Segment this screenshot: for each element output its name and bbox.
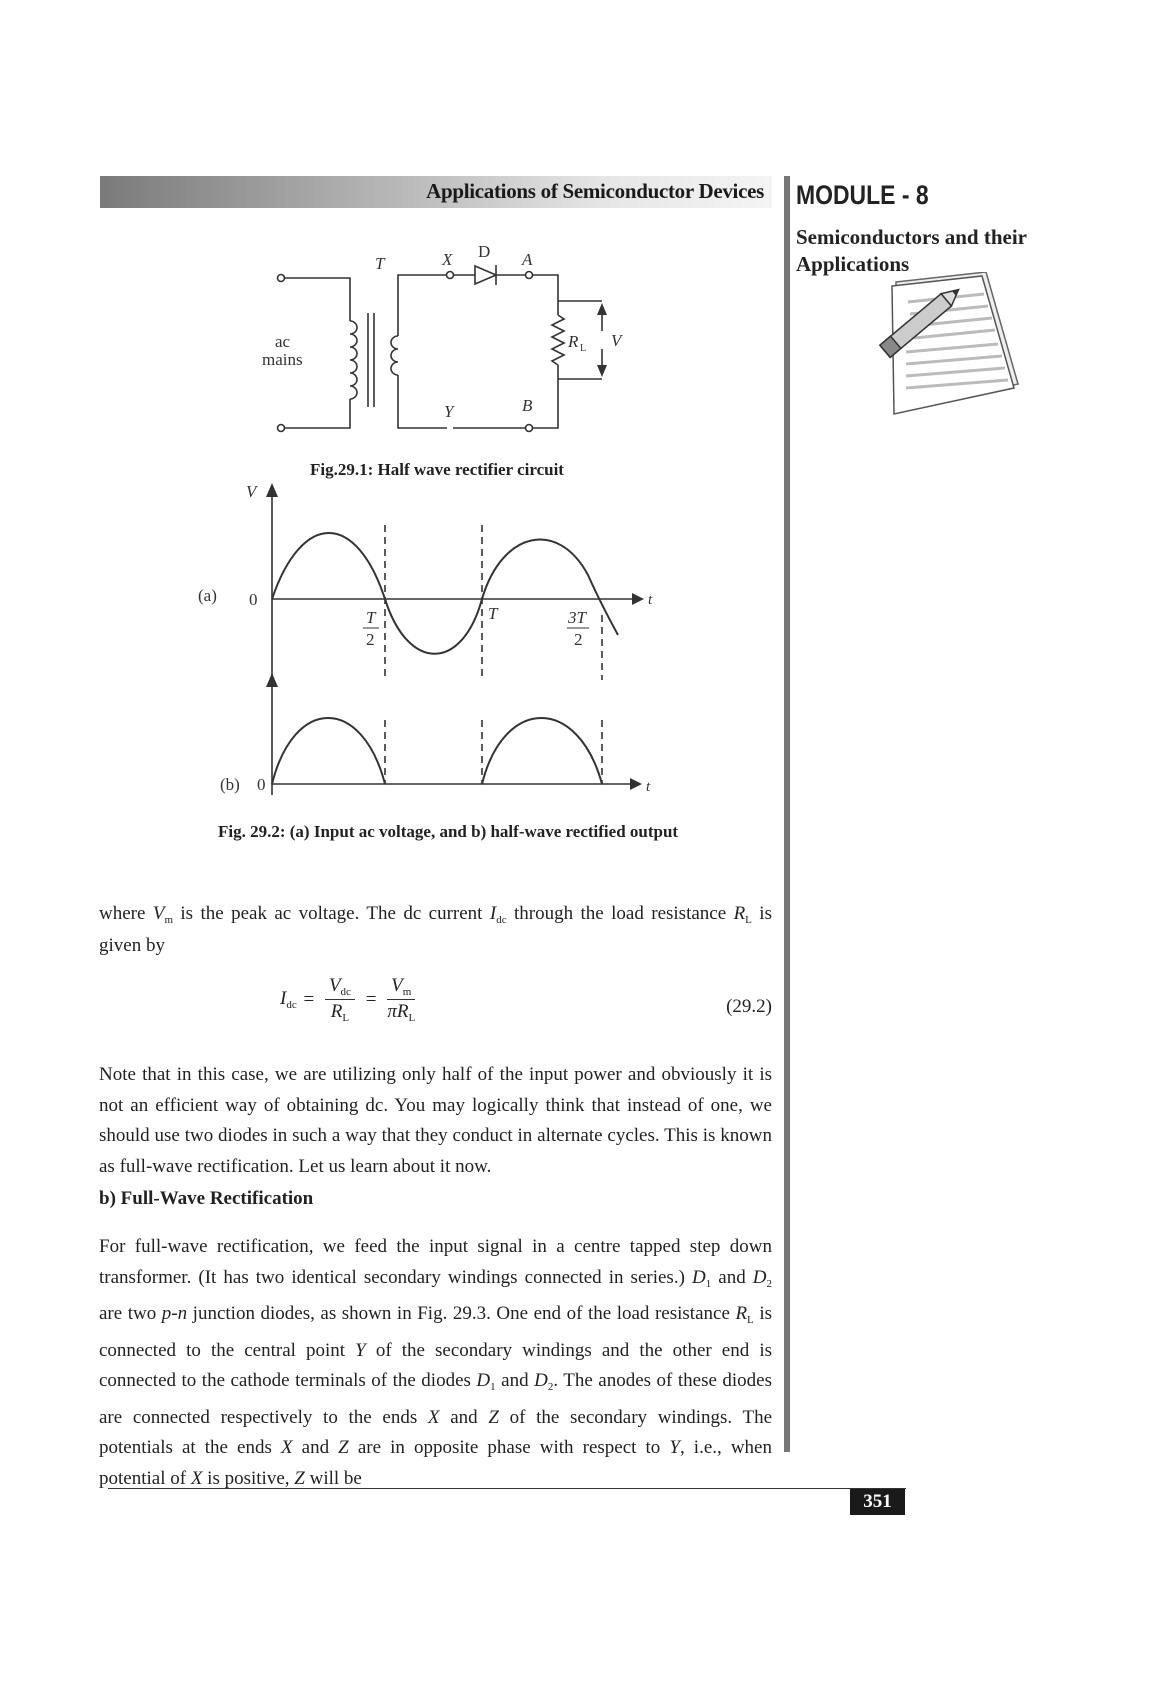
subscript: 1 [490, 1381, 496, 1393]
t-axis-label: t [648, 592, 653, 608]
text: and [439, 1406, 489, 1428]
symbol-z: Z [488, 1406, 499, 1428]
symbol-r: R [735, 1303, 748, 1324]
label-load: R [568, 332, 579, 351]
label-transformer: T [375, 254, 385, 273]
eq-lhs: I [280, 988, 287, 1009]
label-a: A [522, 250, 533, 269]
symbol-d: D [534, 1370, 548, 1391]
frac-den: πR [387, 1001, 409, 1022]
zero-a-label: 0 [249, 590, 258, 609]
text: are in opposite phase with respect to [348, 1437, 670, 1458]
t-full-label: T [488, 604, 498, 623]
subscript: m [164, 914, 173, 926]
page-number: 351 [850, 1489, 905, 1515]
subscript: L [745, 914, 752, 926]
text: is given by [99, 903, 772, 956]
fraction-vm-pirl [387, 975, 415, 1024]
symbol-z: Z [294, 1467, 305, 1489]
text: of the secondary windings and the other end is connected to the cathode terminals of the diodes [99, 1339, 772, 1391]
margin-rule [784, 176, 790, 1452]
text: and [711, 1266, 753, 1288]
footer-rule [108, 1488, 906, 1489]
t-half-den: 2 [366, 630, 375, 649]
t-3half-den: 2 [574, 630, 583, 649]
section-heading: b) Full-Wave Rectification [99, 1188, 314, 1209]
fig1-caption: Fig.29.1: Half wave rectifier circuit [310, 460, 564, 479]
t-axis-label-b: t [646, 779, 651, 795]
panel-b-label: (b) [220, 775, 240, 794]
module-label: MODULE - 8 [796, 180, 929, 210]
fraction-vdc-rl [325, 975, 355, 1024]
label-mains: mains [262, 350, 303, 369]
half-wave-rectifier-circuit [250, 235, 650, 435]
text: , i.e., when potential of [99, 1437, 772, 1489]
text: will be [304, 1467, 362, 1489]
frac-den-sub: L [342, 1012, 350, 1024]
text: is the peak ac voltage. The dc current [173, 903, 490, 924]
frac-num: V [391, 975, 403, 996]
text: of the secondary windings. The potentials at the ends [99, 1406, 773, 1458]
text: . The anodes of these diodes are connected respectively to the ends [99, 1370, 772, 1428]
text: through the load resistance [506, 903, 734, 924]
text: are two [99, 1303, 162, 1324]
equation-29-2 [280, 975, 419, 1024]
symbol-r: R [733, 903, 746, 924]
text: is connected to the central point [99, 1303, 772, 1361]
text: and [292, 1437, 339, 1458]
symbol-d: D [691, 1266, 706, 1288]
text: where [99, 903, 153, 924]
eq-lhs-sub: dc [286, 999, 297, 1011]
subscript: dc [496, 914, 507, 926]
text: For full-wave rectification, we feed the input signal in a centre tapped step down transformer. (It has two identical secondary windings connected in series.) [99, 1236, 772, 1288]
rectifier-waveforms [190, 475, 670, 805]
subscript: 2 [766, 1277, 772, 1290]
zero-b-label: 0 [257, 775, 266, 794]
label-ac: ac [275, 332, 291, 351]
text: is positive, [202, 1467, 295, 1489]
frac-den-sub: L [408, 1012, 416, 1024]
eq-equals: = [303, 988, 315, 1010]
paragraph-peak-voltage [99, 901, 772, 959]
module-subtitle [796, 224, 1036, 278]
header-bar [100, 176, 772, 208]
symbol-pn: p-n [161, 1303, 188, 1324]
subscript: L [747, 1314, 754, 1326]
symbol-d: D [752, 1266, 767, 1288]
symbol-z: Z [338, 1437, 349, 1458]
symbol-v: V [152, 903, 165, 924]
t-half-num: T [366, 608, 376, 627]
label-diode: D [478, 242, 491, 261]
paragraph-note: Note that in this case, we are utilizing only half of the input power and obviously it is not an efficient way of obtaining dc. You may logically think that instead of one, we should use two diodes in such a way that they conduct in alternate cycles. This is known as full-wave rectification. Let us learn about it now. [99, 1064, 772, 1177]
symbol-x: X [427, 1406, 440, 1428]
eq-equals: = [365, 988, 377, 1010]
symbol-x: X [280, 1437, 293, 1458]
label-x: X [442, 250, 453, 269]
frac-num: V [328, 975, 341, 996]
fig2-caption: Fig. 29.2: (a) Input ac voltage, and b) half-wave rectified output [218, 822, 679, 841]
subscript: 2 [547, 1381, 554, 1393]
panel-a-label: (a) [198, 586, 217, 605]
text: and [495, 1370, 535, 1391]
frac-num-sub: dc [340, 986, 351, 998]
v-axis-label: V [246, 482, 257, 501]
equation-number: (29.2) [726, 996, 772, 1017]
module-subtitle-line2: Applications [796, 252, 910, 276]
label-load-sub: L [580, 343, 587, 354]
label-voltage: V [611, 331, 622, 350]
module-subtitle-line1: Semiconductors and their [796, 225, 1027, 249]
text: junction diodes, as shown in Fig. 29.3. One end of the load resistance [187, 1303, 736, 1324]
frac-den: R [330, 1001, 343, 1022]
symbol-y: Y [355, 1339, 366, 1361]
subscript: 1 [705, 1277, 712, 1290]
notepad-pencil-icon [868, 272, 1028, 422]
header-title: Applications of Semiconductor Devices [426, 179, 764, 203]
frac-num-sub: m [402, 986, 412, 998]
symbol-d: D [476, 1370, 491, 1391]
symbol-x: X [190, 1467, 203, 1489]
label-y: Y [444, 402, 454, 421]
label-b: B [522, 396, 533, 415]
symbol-i: I [489, 903, 497, 924]
symbol-y: Y [669, 1437, 680, 1458]
paragraph-full-wave [99, 1232, 772, 1494]
t-3half-num: 3T [568, 608, 586, 627]
